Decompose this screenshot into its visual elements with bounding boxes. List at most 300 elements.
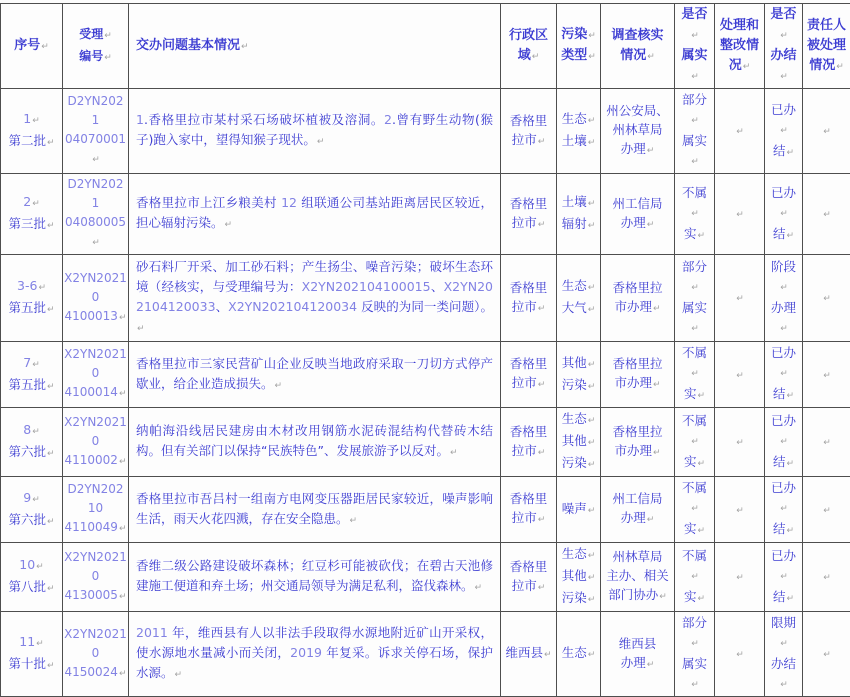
cell-problem-line: 纳帕海沿线居民建房由木材改用钢筋水泥砖混结构代替砖木结构。但有关部门以保持“民族特色”、发展旅游予以反对。↵ [136, 421, 493, 463]
cell-problem [129, 89, 501, 174]
paragraph-mark: ↵ [823, 650, 831, 660]
header-responsible-line: 情况↵ [806, 56, 847, 77]
paragraph-mark: ↵ [588, 221, 596, 231]
header-handling-line: 整改情 [718, 36, 761, 56]
cell-responsible [803, 612, 850, 697]
paragraph-mark: ↵ [691, 31, 699, 41]
cell-index-line: 第二批↵ [4, 131, 59, 153]
cell-responsible-line [806, 643, 847, 665]
paragraph-mark: ↵ [588, 551, 596, 561]
cell-investigation [601, 342, 675, 408]
cell-completed [765, 408, 803, 477]
paragraph-mark: ↵ [588, 52, 596, 62]
paragraph-mark: ↵ [588, 305, 596, 315]
cell-investigation-line: 州工信局 [605, 194, 670, 213]
cell-problem-line: 香格里拉市上江乡粮美村 12 组联通公司基站距离居民区较近，担心辐射污染。↵ [136, 193, 493, 235]
paragraph-mark: ↵ [119, 313, 127, 323]
cell-investigation-line: 办理↵ [605, 213, 670, 235]
paragraph-mark: ↵ [241, 42, 249, 52]
cell-completed [765, 342, 803, 408]
cell-index-line [4, 353, 59, 375]
cell-problem-line: 2011 年，维西县有人以非法手段取得水源地附近矿山开采权，使水源地水量减小而关闭，2019 年复采。诉求关停石场，保护水源。↵ [136, 623, 493, 685]
cell-index-line: 第八批↵ [4, 577, 59, 599]
cell-case_no-line [64, 175, 127, 213]
cell-investigation-line: 办理↵ [605, 139, 670, 161]
cell-region-line: 香格里 [504, 278, 553, 297]
paragraph-mark: ↵ [823, 573, 831, 583]
cell-pollution-line: 大气↵ [560, 298, 597, 320]
cell-problem [129, 408, 501, 477]
cell-completed-line: 阶段↵ [768, 257, 799, 298]
document-page [0, 3, 850, 488]
latin-text-run: 10 [19, 557, 35, 572]
latin-text-run: 04080005 [65, 215, 126, 229]
cell-pollution-line: 其他↵ [560, 431, 597, 453]
cell-case_no [63, 477, 129, 543]
cell-region [501, 543, 557, 612]
paragraph-mark: ↵ [780, 283, 788, 293]
cell-index-line: 第六批↵ [4, 510, 59, 532]
header-handling-line: 况↵ [718, 56, 761, 77]
paragraph-mark: ↵ [38, 283, 46, 293]
table-row [1, 342, 850, 408]
paragraph-mark: ↵ [786, 148, 794, 158]
paragraph-mark: ↵ [588, 416, 596, 426]
paragraph-mark: ↵ [653, 380, 661, 390]
cell-index [1, 255, 63, 342]
cell-verified [675, 255, 715, 342]
cell-verified-line: 实↵ [678, 452, 711, 474]
paragraph-mark: ↵ [736, 506, 744, 516]
cell-responsible-line [806, 287, 847, 309]
header-case_no [63, 4, 129, 89]
cell-verified-line: 不属↵ [678, 343, 711, 384]
paragraph-mark: ↵ [32, 199, 40, 209]
paragraph-mark: ↵ [691, 72, 699, 82]
cell-handling [715, 612, 765, 697]
paragraph-mark: ↵ [786, 594, 794, 604]
cell-index [1, 342, 63, 408]
cell-problem-line: 香格里拉市吾吕村一组南方电网变压器距居民家较近，噪声影响生活，雨天火花四溅，存在安全隐患。↵ [136, 489, 493, 531]
cell-index-line [4, 632, 59, 654]
cell-investigation [601, 612, 675, 697]
cell-case_no-line [64, 130, 127, 170]
paragraph-mark: ↵ [736, 573, 744, 583]
paragraph-mark: ↵ [691, 504, 699, 514]
cell-index-line [4, 192, 59, 214]
cell-index-line: 第五批↵ [4, 298, 59, 320]
complaint-handling-table-document [0, 3, 850, 697]
cell-problem-line: 1.香格里拉市某村采石场破坏植被及溶洞。2.曾有野生动物(猴子)跑入家中，望得知猴子现状。↵ [136, 110, 493, 152]
cell-problem [129, 477, 501, 543]
cell-region-line: 拉市↵ [504, 297, 553, 319]
cell-pollution-line: 污染↵ [560, 375, 597, 397]
paragraph-mark: ↵ [588, 595, 596, 605]
paragraph-mark: ↵ [475, 583, 483, 593]
paragraph-mark: ↵ [647, 146, 655, 156]
paragraph-mark: ↵ [275, 381, 283, 391]
cell-index-line: 第五批↵ [4, 375, 59, 397]
table-row [1, 543, 850, 612]
cell-investigation [601, 543, 675, 612]
cell-investigation-line: 州林草局 [605, 547, 670, 566]
paragraph-mark: ↵ [691, 680, 699, 690]
paragraph-mark: ↵ [588, 438, 596, 448]
cell-index [1, 477, 63, 543]
header-case_no-line: 受理↵ [64, 24, 127, 46]
cell-handling-line [718, 287, 761, 309]
latin-text-run: X2YN20210 [64, 415, 127, 448]
cell-verified [675, 408, 715, 477]
cell-completed-line: 已办↵ [768, 100, 799, 141]
paragraph-mark: ↵ [588, 116, 596, 126]
cell-region-line: 香格里 [504, 489, 553, 508]
cell-region [501, 174, 557, 255]
cell-handling-line [718, 364, 761, 386]
paragraph-mark: ↵ [588, 382, 596, 392]
cell-investigation-line: 香格里拉 [605, 354, 670, 373]
cell-verified-line: 不属↵ [678, 546, 711, 587]
cell-handling-line [718, 431, 761, 453]
cell-region [501, 408, 557, 477]
latin-text-run: D2YN20210 [67, 482, 123, 515]
paragraph-mark: ↵ [119, 389, 127, 399]
cell-verified-line: 实↵ [678, 587, 711, 609]
cell-completed-line: 办结↵ [768, 654, 799, 695]
cell-pollution-line: 辐射↵ [560, 214, 597, 236]
header-completed-line: 是否↵ [768, 5, 799, 46]
cell-problem-line: 砂石料厂开采、加工砂石料；产生扬尘、噪音污染；破坏生态环境（经核实，与受理编号为：X2YN202104100015、X2YN202104120033、X2YN202104120034 反映的为同一类问题）。↵ [136, 257, 493, 339]
paragraph-mark: ↵ [32, 116, 40, 126]
latin-text-run: 2019 [290, 645, 322, 660]
cell-pollution-line: 土壤↵ [560, 192, 597, 214]
paragraph-mark: ↵ [47, 305, 55, 315]
cell-region-line: 香格里 [504, 557, 553, 576]
paragraph-mark: ↵ [736, 294, 744, 304]
cell-region-line: 香格里 [504, 194, 553, 213]
paragraph-mark: ↵ [823, 127, 831, 137]
paragraph-mark: ↵ [32, 360, 40, 370]
paragraph-mark: ↵ [823, 438, 831, 448]
cell-pollution [557, 543, 601, 612]
paragraph-mark: ↵ [736, 371, 744, 381]
cell-completed-line: 办理↵ [768, 298, 799, 339]
cell-verified-line: 属实↵ [678, 298, 711, 339]
latin-text-run: 2011 [136, 625, 168, 640]
header-handling [715, 4, 765, 89]
cell-investigation-line: 市办理↵ [605, 297, 670, 319]
header-responsible [803, 4, 850, 89]
cell-verified-line: 属实↵ [678, 654, 711, 695]
paragraph-mark: ↵ [47, 517, 55, 527]
paragraph-mark: ↵ [47, 584, 55, 594]
latin-text-run: X2YN20210 [64, 347, 127, 380]
cell-investigation-line: 州林草局 [605, 120, 670, 139]
header-responsible-line: 责任人 [806, 16, 847, 36]
paragraph-mark: ↵ [691, 572, 699, 582]
cell-region [501, 255, 557, 342]
cell-case_no-line [64, 345, 127, 383]
cell-pollution-line: 生态↵ [560, 643, 597, 665]
cell-index-line: 第六批↵ [4, 442, 59, 464]
cell-responsible [803, 477, 850, 543]
header-region [501, 4, 557, 89]
latin-text-run: 4110002 [65, 453, 118, 467]
cell-investigation-line: 州公安局、 [605, 101, 670, 120]
cell-verified [675, 477, 715, 543]
paragraph-mark: ↵ [691, 324, 699, 334]
cell-verified-line: 部分↵ [678, 90, 711, 131]
cell-case_no-line [64, 92, 127, 130]
cell-verified-line: 部分↵ [678, 257, 711, 298]
paragraph-mark: ↵ [736, 210, 744, 220]
cell-responsible [803, 408, 850, 477]
cell-pollution-line: 土壤↵ [560, 131, 597, 153]
paragraph-mark: ↵ [691, 639, 699, 649]
paragraph-mark: ↵ [538, 515, 546, 525]
cell-pollution-line: 污染↵ [560, 588, 597, 610]
paragraph-mark: ↵ [691, 157, 699, 167]
table-row [1, 408, 850, 477]
paragraph-mark: ↵ [736, 650, 744, 660]
paragraph-mark: ↵ [780, 31, 788, 41]
cell-completed-line: 已办↵ [768, 478, 799, 519]
cell-investigation-line: 州工信局 [605, 489, 670, 508]
cell-case_no-line [64, 663, 127, 684]
cell-investigation-line: 市办理↵ [605, 441, 670, 463]
cell-completed-line: 结↵ [768, 452, 799, 474]
latin-text-run: 1 [136, 112, 144, 127]
latin-text-run: 4110049 [65, 520, 118, 534]
latin-text-run: D2YN2021 [67, 177, 123, 210]
latin-text-run: 3-6 [17, 278, 37, 293]
cell-verified-line: 实↵ [678, 384, 711, 406]
cell-region-line: 拉市↵ [504, 130, 553, 152]
cell-case_no [63, 174, 129, 255]
paragraph-mark: ↵ [47, 382, 55, 392]
cell-handling-line [718, 203, 761, 225]
paragraph-mark: ↵ [47, 449, 55, 459]
cell-problem [129, 342, 501, 408]
cell-responsible-line [806, 120, 847, 142]
header-pollution-line: 污染↵ [560, 25, 597, 46]
cell-case_no-line [64, 413, 127, 451]
latin-text-run: 4150024 [65, 665, 118, 679]
paragraph-mark: ↵ [786, 526, 794, 536]
paragraph-mark: ↵ [691, 283, 699, 293]
paragraph-mark: ↵ [736, 127, 744, 137]
latin-text-run: D2YN2021 [67, 94, 123, 127]
paragraph-mark: ↵ [317, 137, 325, 147]
header-pollution [557, 4, 601, 89]
header-investigation-line: 调查核实 [605, 26, 670, 46]
cell-handling-line [718, 566, 761, 588]
paragraph-mark: ↵ [780, 437, 788, 447]
latin-text-run: 7 [23, 355, 31, 370]
cell-case_no [63, 612, 129, 697]
paragraph-mark: ↵ [659, 592, 667, 602]
cell-index-line [4, 420, 59, 442]
cell-completed [765, 174, 803, 255]
paragraph-mark: ↵ [780, 680, 788, 690]
cell-responsible-line [806, 364, 847, 386]
cell-completed-line: 已办↵ [768, 546, 799, 587]
cell-index [1, 174, 63, 255]
case-table [0, 3, 850, 697]
cell-problem [129, 255, 501, 342]
table-row [1, 612, 850, 697]
cell-region-line: 拉市↵ [504, 441, 553, 463]
latin-text-run: 9 [23, 490, 31, 505]
cell-completed [765, 89, 803, 174]
header-completed [765, 4, 803, 89]
paragraph-mark: ↵ [538, 304, 546, 314]
paragraph-mark: ↵ [119, 669, 127, 679]
paragraph-mark: ↵ [47, 661, 55, 671]
paragraph-mark: ↵ [36, 562, 44, 572]
cell-verified-line: 属实↵ [678, 131, 711, 172]
paragraph-mark: ↵ [697, 231, 705, 241]
cell-completed-line: 结↵ [768, 519, 799, 541]
header-verified [675, 4, 715, 89]
cell-pollution-line: 生态↵ [560, 276, 597, 298]
header-index-line: 序号↵ [4, 36, 59, 57]
latin-text-run: 04070001 [65, 132, 126, 146]
cell-handling [715, 174, 765, 255]
cell-case_no-line [64, 213, 127, 253]
paragraph-mark: ↵ [780, 324, 788, 334]
paragraph-mark: ↵ [697, 459, 705, 469]
paragraph-mark: ↵ [691, 369, 699, 379]
paragraph-mark: ↵ [47, 138, 55, 148]
latin-text-run: 11 [19, 634, 35, 649]
cell-handling-line [718, 120, 761, 142]
cell-pollution [557, 174, 601, 255]
cell-problem [129, 612, 501, 697]
cell-pollution [557, 408, 601, 477]
latin-text-run: 4130005 [65, 588, 118, 602]
paragraph-mark: ↵ [588, 31, 596, 41]
cell-region-line: 拉市↵ [504, 373, 553, 395]
cell-responsible [803, 89, 850, 174]
cell-verified-line: 实↵ [678, 224, 711, 246]
cell-region [501, 89, 557, 174]
header-region-line: 行政区 [504, 26, 553, 46]
paragraph-mark: ↵ [780, 504, 788, 514]
paragraph-mark: ↵ [780, 639, 788, 649]
cell-handling [715, 477, 765, 543]
cell-completed-line: 结↵ [768, 587, 799, 609]
cell-case_no-line [64, 383, 127, 404]
latin-text-run: 8 [23, 422, 31, 437]
cell-completed [765, 255, 803, 342]
cell-investigation-line: 部门协办↵ [605, 585, 670, 607]
cell-case_no-line [64, 269, 127, 307]
cell-handling [715, 408, 765, 477]
cell-case_no-line [64, 586, 127, 607]
paragraph-mark: ↵ [538, 380, 546, 390]
latin-text-run: 4100013 [65, 309, 118, 323]
cell-pollution-line: 污染↵ [560, 453, 597, 475]
cell-index [1, 612, 63, 697]
cell-pollution-line: 生态↵ [560, 409, 597, 431]
header-region-line: 域↵ [504, 46, 553, 67]
cell-handling-line [718, 643, 761, 665]
table-row [1, 477, 850, 543]
cell-responsible [803, 174, 850, 255]
paragraph-mark: ↵ [588, 573, 596, 583]
cell-completed [765, 612, 803, 697]
cell-verified-line: 不属↵ [678, 411, 711, 452]
paragraph-mark: ↵ [697, 594, 705, 604]
cell-index-line: 第十批↵ [4, 654, 59, 676]
paragraph-mark: ↵ [780, 72, 788, 82]
cell-handling-line [718, 499, 761, 521]
header-row [1, 4, 850, 89]
table-row [1, 255, 850, 342]
cell-case_no-line [64, 307, 127, 328]
latin-text-run: 2 [23, 194, 31, 209]
paragraph-mark: ↵ [92, 155, 100, 165]
cell-investigation-line: 香格里拉 [605, 278, 670, 297]
cell-responsible [803, 255, 850, 342]
latin-text-run: 4100014 [65, 385, 118, 399]
paragraph-mark: ↵ [532, 52, 540, 62]
cell-verified [675, 89, 715, 174]
latin-text-run: X2YN202104120034 [228, 299, 357, 314]
cell-pollution-line: 其他↵ [560, 353, 597, 375]
paragraph-mark: ↵ [104, 31, 112, 41]
paragraph-mark: ↵ [588, 650, 596, 660]
latin-text-run: X2YN20210 [64, 550, 127, 583]
cell-verified-line: 实↵ [678, 519, 711, 541]
cell-responsible-line [806, 431, 847, 453]
paragraph-mark: ↵ [653, 304, 661, 314]
header-problem-line: 交办问题基本情况↵ [136, 36, 493, 57]
cell-region-line: 拉市↵ [504, 213, 553, 235]
cell-investigation-line: 香格里拉 [605, 422, 670, 441]
cell-investigation [601, 174, 675, 255]
paragraph-mark: ↵ [691, 437, 699, 447]
latin-text-run: 2 [384, 112, 392, 127]
cell-case_no-line [64, 548, 127, 586]
latin-text-run: X2YN20210 [64, 627, 127, 660]
paragraph-mark: ↵ [780, 369, 788, 379]
cell-pollution-line: 噪声↵ [560, 499, 597, 521]
paragraph-mark: ↵ [647, 660, 655, 670]
cell-pollution-line: 生态↵ [560, 109, 597, 131]
paragraph-mark: ↵ [104, 53, 112, 63]
cell-problem-line: 香格里拉市三家民营矿山企业反映当地政府采取一刀切方式停产歇业，给企业造成损失。↵ [136, 354, 493, 396]
cell-investigation-line: 维西县 [605, 634, 670, 653]
latin-text-run: 12 [281, 195, 297, 210]
cell-responsible [803, 342, 850, 408]
cell-region-line: 香格里 [504, 422, 553, 441]
cell-verified [675, 174, 715, 255]
cell-completed-line: 结↵ [768, 224, 799, 246]
latin-text-run: 1 [23, 111, 31, 126]
cell-investigation-line: 市办理↵ [605, 373, 670, 395]
cell-region-line: 拉市↵ [504, 508, 553, 530]
cell-responsible-line [806, 499, 847, 521]
table-header [1, 4, 850, 89]
cell-verified [675, 342, 715, 408]
paragraph-mark: ↵ [691, 209, 699, 219]
header-pollution-line: 类型↵ [560, 46, 597, 67]
paragraph-mark: ↵ [780, 209, 788, 219]
paragraph-mark: ↵ [823, 294, 831, 304]
paragraph-mark: ↵ [588, 460, 596, 470]
